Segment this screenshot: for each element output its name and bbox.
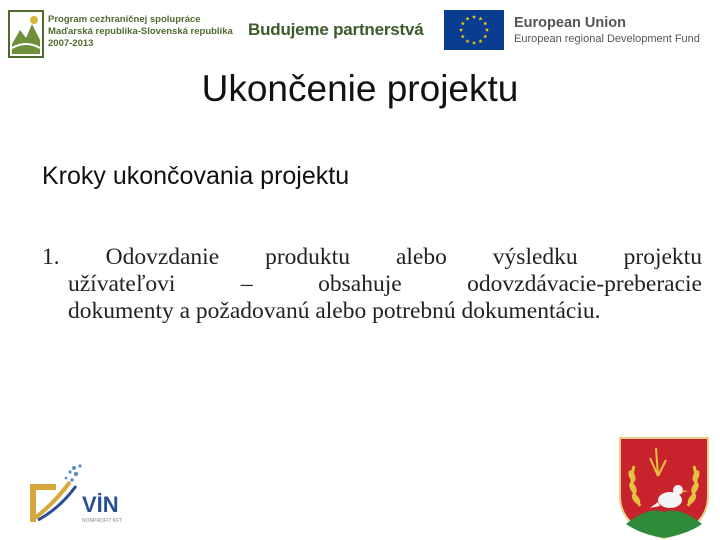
program-logo-line2: Maďarská republika-Slovenská republika — [48, 26, 233, 37]
step-word: užívateľovi — [68, 271, 176, 297]
vin-logo-name: VİN — [82, 492, 119, 517]
coat-of-arms-icon — [618, 436, 710, 540]
section-heading: Kroky ukončovania projektu — [42, 162, 350, 190]
step-word: výsledku — [492, 244, 578, 270]
program-logo-line1: Program cezhraničnej spolupráce — [48, 14, 201, 25]
step-line-1 — [42, 244, 702, 271]
step-word: projektu — [623, 244, 702, 270]
program-logo-line3: 2007-2013 — [48, 38, 94, 49]
step-word: – — [240, 271, 253, 297]
step-word: alebo — [395, 244, 447, 270]
vin-logo-tagline: NONPROFIT KFT. — [82, 518, 124, 524]
step-line-3 — [42, 298, 702, 325]
program-logo-text — [48, 14, 233, 50]
step-number: 1. — [42, 244, 60, 270]
step-line-2 — [42, 271, 702, 298]
eu-title: European Union — [514, 15, 626, 31]
eu-logo-text — [514, 14, 700, 46]
program-logo — [8, 8, 240, 58]
program-emblem-icon — [8, 10, 44, 58]
partnership-slogan: Budujeme partnerstvá — [248, 20, 424, 39]
eu-flag-icon — [444, 10, 504, 50]
eu-subtitle: European regional Development Fund — [514, 33, 700, 45]
step-item — [42, 244, 702, 325]
header-logos — [0, 0, 720, 62]
step-text: dokumenty a požadovanú alebo potrebnú dokumentáciu. — [68, 298, 601, 324]
vin-logo-icon — [26, 462, 144, 534]
slide-title: Ukončenie projektu — [201, 68, 519, 109]
step-word: Odovzdanie — [105, 244, 220, 270]
step-word: odovzdávacie-preberacie — [467, 271, 702, 297]
step-word: obsahuje — [318, 271, 402, 297]
step-word: produktu — [265, 244, 350, 270]
